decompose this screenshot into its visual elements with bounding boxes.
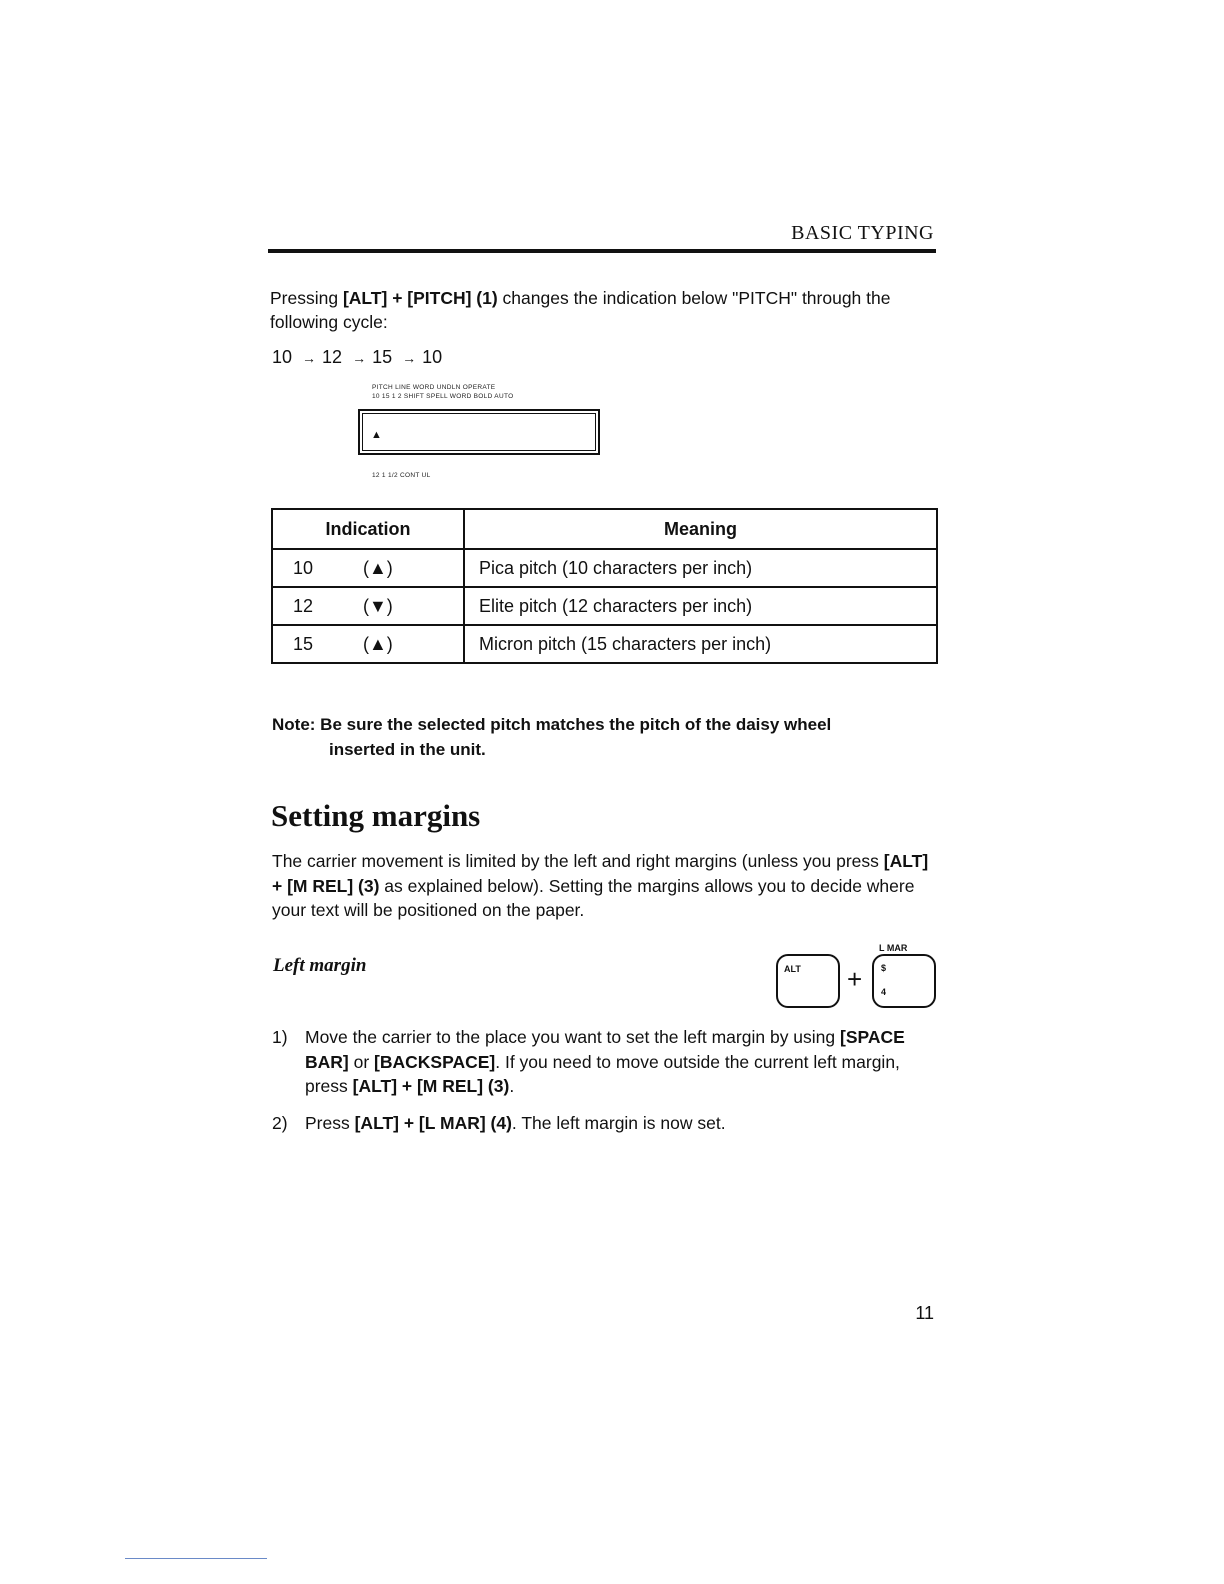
lcd-top-values: 10 15 1 2 SHIFT SPELL WORD BOLD AUTO bbox=[372, 393, 514, 400]
header-rule bbox=[268, 249, 936, 253]
pitch-table bbox=[271, 508, 938, 664]
lcd-screen bbox=[358, 409, 600, 455]
lcd-display-illustration bbox=[354, 384, 604, 484]
lcd-top-labels: PITCH LINE WORD UNDLN OPERATE bbox=[372, 384, 496, 391]
indication-cell: 10 (▲) bbox=[272, 549, 464, 587]
table-row bbox=[272, 587, 937, 625]
meaning-cell: Pica pitch (10 characters per inch) bbox=[464, 549, 937, 587]
lmar-key-icon: $ 4 bbox=[872, 954, 936, 1008]
footer-line bbox=[125, 1558, 267, 1559]
indication-cell: 15 (▲) bbox=[272, 625, 464, 663]
arrow-icon: → bbox=[352, 350, 367, 366]
column-header-indication: Indication bbox=[272, 509, 464, 549]
table-row bbox=[272, 625, 937, 663]
meaning-cell: Elite pitch (12 characters per inch) bbox=[464, 587, 937, 625]
list-item: 2) Press [ALT] + [L MAR] (4). The left margin is now set. bbox=[272, 1112, 726, 1133]
key-combo: [ALT] + [PITCH] (1) bbox=[342, 288, 498, 308]
steps-list bbox=[272, 1025, 942, 1147]
margins-paragraph: The carrier movement is limited by the left and right margins (unless you press [ALT] + [M REL] (3) as explained below). Setting the margins allows you to decide where your text will be positioned on the paper. bbox=[272, 851, 929, 920]
intro-paragraph: Pressing [ALT] + [PITCH] (1) changes the indication below "PITCH" through the following cycle: bbox=[270, 288, 891, 332]
meaning-cell: Micron pitch (15 characters per inch) bbox=[464, 625, 937, 663]
triangle-up-icon: (▲) bbox=[363, 633, 393, 654]
plus-sign: + bbox=[847, 964, 863, 994]
lmar-key-label: L MAR bbox=[879, 943, 908, 953]
alt-key-icon: ALT bbox=[776, 954, 840, 1008]
column-header-meaning: Meaning bbox=[464, 509, 937, 549]
running-header: BASIC TYPING bbox=[791, 222, 934, 244]
note: Note: Be sure the selected pitch matches the pitch of the daisy wheel inserted in the unit. bbox=[272, 715, 832, 759]
lcd-bottom-labels: 12 1 1/2 CONT UL bbox=[372, 472, 431, 479]
triangle-down-icon: (▼) bbox=[363, 595, 393, 616]
arrow-icon: → bbox=[302, 350, 317, 366]
triangle-up-icon: (▲) bbox=[363, 557, 393, 578]
subsection-title: Left margin bbox=[273, 955, 367, 976]
pitch-cycle: 10 → 12 → 15 → 10 bbox=[272, 347, 443, 367]
table-header-row bbox=[272, 509, 937, 549]
key-combo: [ALT] + [M REL] (3) bbox=[272, 851, 929, 896]
pitch-indicator-icon: ▲ bbox=[371, 429, 382, 441]
section-title: Setting margins bbox=[271, 798, 481, 833]
list-item: 1) Move the carrier to the place you want to set the left margin by using [SPACE BAR] or [BACKSPACE]. If you need to move outside the current left margin, press [ALT] + [M REL] (3). bbox=[272, 1027, 905, 1096]
table-row bbox=[272, 549, 937, 587]
arrow-icon: → bbox=[402, 350, 417, 366]
indication-cell: 12 (▼) bbox=[272, 587, 464, 625]
page-number: 11 bbox=[915, 1303, 934, 1323]
